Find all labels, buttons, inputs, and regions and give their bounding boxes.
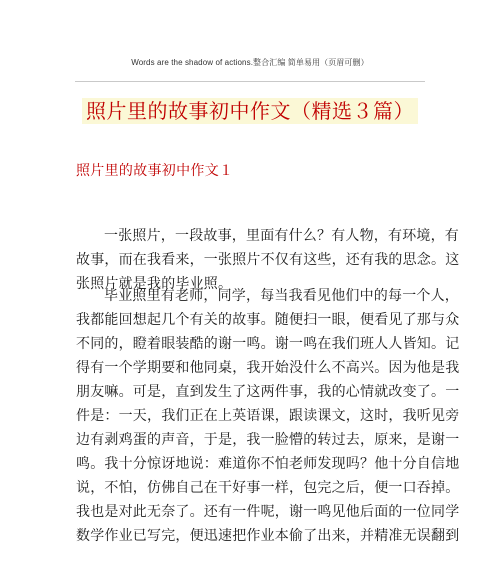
paragraph-2 bbox=[76, 284, 460, 548]
paragraph-line: 张照片就是我的毕业照。 bbox=[76, 276, 233, 292]
paragraph-line: 件是：一天，我们正在上英语课，跟读课文，这时，我听见旁 bbox=[76, 408, 460, 424]
paragraph-line: 朋友嘛。可是，直到发生了这两件事，我的心情就改变了。一 bbox=[76, 384, 460, 400]
title-container bbox=[0, 98, 500, 124]
paragraph-line: 毕业照里有老师，同学，每当我看见他们中的每一个人， bbox=[104, 288, 459, 304]
header-divider bbox=[75, 81, 425, 82]
paragraph-line: 边有剥鸡蛋的声音，于是，我一脸懵的转过去，原来，是谢一 bbox=[76, 432, 460, 448]
paragraph-line: 我也是对此无奈了。还有一件呢，谢一鸣见他后面的一位同学 bbox=[76, 504, 460, 520]
page-header: Words are the shadow of actions.整合汇编 简单易用（页眉可删） bbox=[131, 58, 369, 67]
paragraph-line: 一张照片，一段故事，里面有什么？有人物，有环境，有 bbox=[104, 228, 459, 244]
paragraph-line: 不同的，瞪着眼装酷的谢一鸣。谢一鸣在我们班人人皆知。记 bbox=[76, 336, 460, 352]
paragraph-line: 我都能回想起几个有关的故事。随便扫一眼，便看见了那与众 bbox=[76, 312, 460, 328]
paragraph-line: 说，不怕，仿佛自己在干好事一样，包完之后，便一口吞掉。 bbox=[76, 480, 460, 496]
paragraph-line: 鸣。我十分惊讶地说：难道你不怕老师发现吗？他十分自信地 bbox=[76, 456, 460, 472]
document-title: 照片里的故事初中作文（精选３篇） bbox=[82, 98, 418, 124]
section-heading: 照片里的故事初中作文１ bbox=[76, 163, 234, 179]
paragraph-line: 故事，而在我看来，一张照片不仅有这些，还有我的思念。这 bbox=[76, 252, 460, 268]
paragraph-line: 数学作业已写完，便迅速把作业本偷了出来，并精准无误翻到 bbox=[76, 528, 460, 544]
paragraph-line: 得有一个学期要和他同桌，我开始没什么不高兴。因为他是我 bbox=[76, 360, 460, 376]
